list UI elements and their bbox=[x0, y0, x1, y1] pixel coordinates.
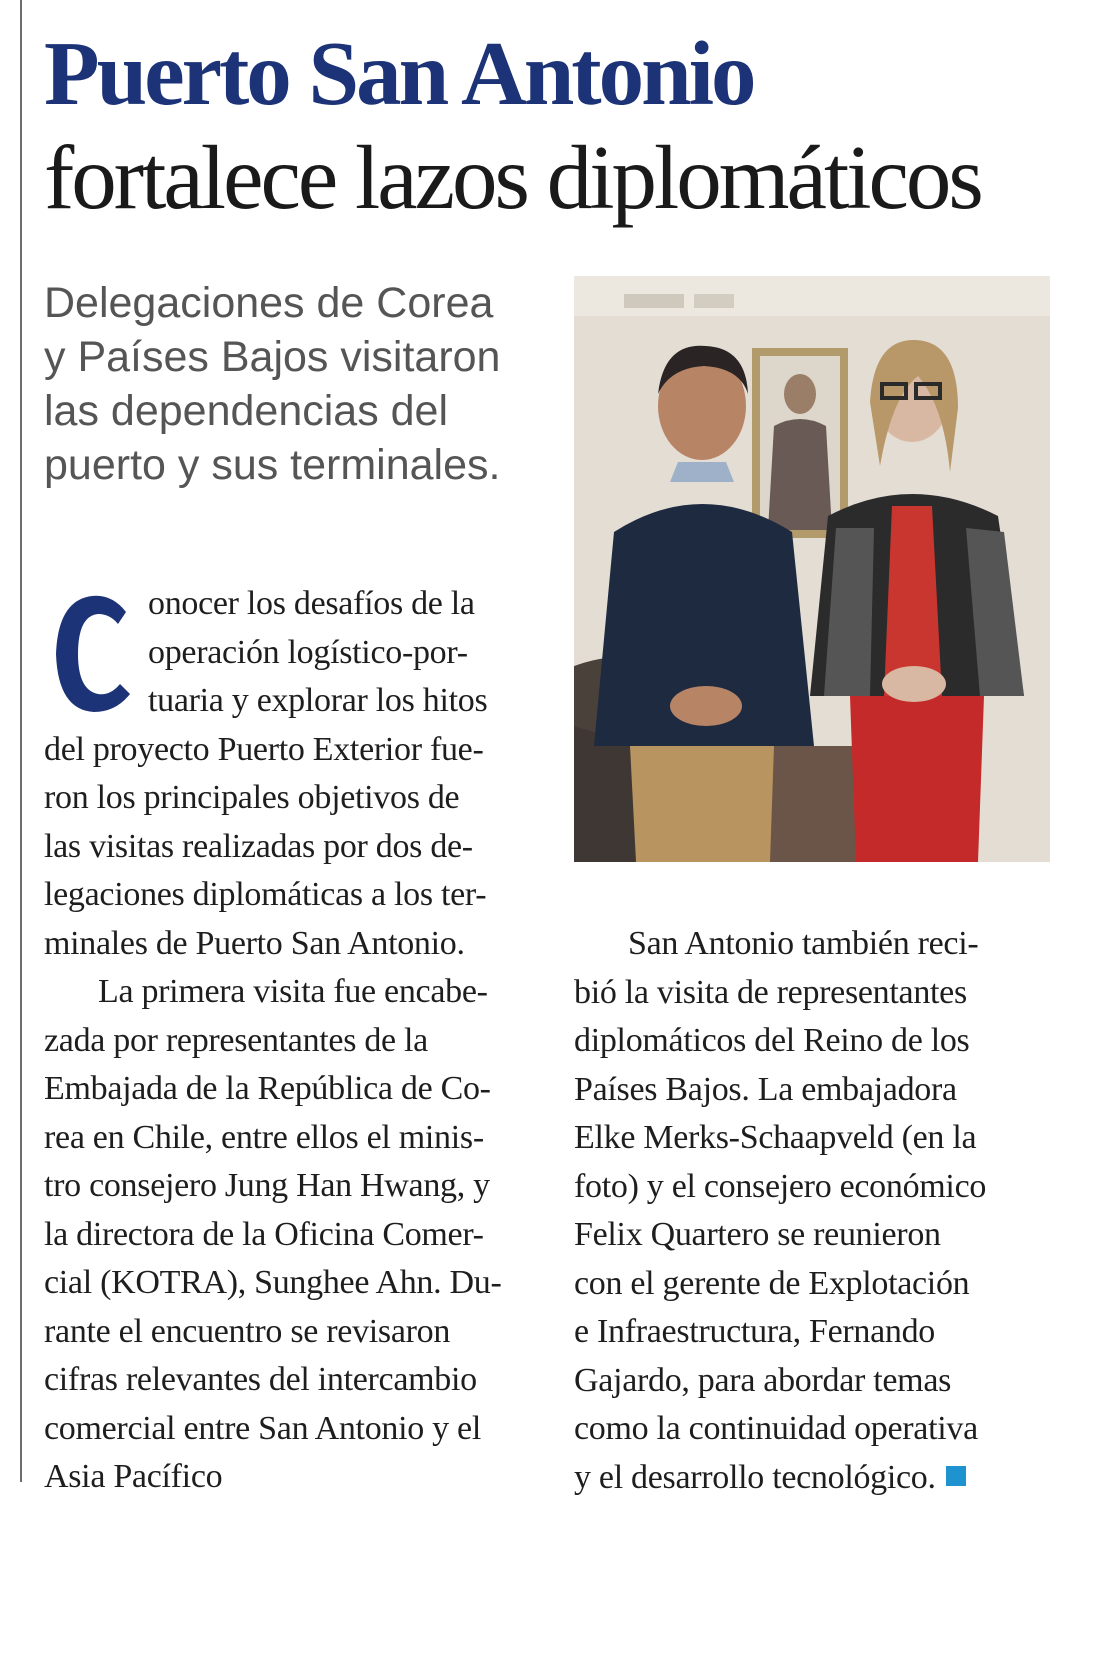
body-line: comercial entre San Antonio y el bbox=[44, 1409, 481, 1447]
dropcap-c-icon bbox=[48, 584, 140, 724]
dropcap bbox=[48, 584, 140, 724]
body-line: diplomáticos del Reino de los bbox=[574, 1022, 970, 1059]
body-line: Elke Merks-Schaapveld (en la bbox=[574, 1119, 977, 1156]
article-body-left-column bbox=[44, 580, 522, 1502]
deck-line: y Países Bajos visitaron bbox=[44, 333, 501, 381]
body-line: Felix Quartero se reunieron bbox=[574, 1216, 941, 1253]
body-line: zada por representantes de la bbox=[44, 1021, 428, 1059]
body-line: Países Bajos. La embajadora bbox=[574, 1070, 957, 1108]
body-line: operación logístico-por- bbox=[148, 633, 468, 671]
body-line: minales de Puerto San Antonio. bbox=[44, 924, 465, 962]
body-line: cifras relevantes del intercambio bbox=[44, 1361, 477, 1398]
body-line: e Infraestructura, Fernando bbox=[574, 1313, 936, 1350]
body-line: onocer los desafíos de la bbox=[148, 585, 475, 622]
body-line: las visitas realizadas por dos de- bbox=[44, 827, 473, 865]
body-line: Asia Pacífico bbox=[44, 1458, 223, 1495]
article-photo bbox=[574, 276, 1050, 862]
body-line: foto) y el consejero económico bbox=[574, 1167, 987, 1205]
body-line: La primera visita fue encabe- bbox=[98, 973, 488, 1010]
column-rule-left bbox=[20, 0, 22, 1482]
article-deck bbox=[44, 276, 564, 492]
body-line: tro consejero Jung Han Hwang, y bbox=[44, 1167, 490, 1204]
photo-two-people-portrait-icon bbox=[574, 276, 1050, 862]
deck-line: Delegaciones de Corea bbox=[44, 279, 494, 327]
article-body-right-column bbox=[574, 920, 1050, 1502]
deck-line: puerto y sus terminales. bbox=[44, 441, 501, 489]
headline-line-1: Puerto San Antonio bbox=[44, 23, 754, 124]
body-line: bió la visita de representantes bbox=[574, 973, 967, 1011]
headline-line-2: fortalece lazos diplomáticos bbox=[44, 127, 981, 228]
body-line-last bbox=[574, 1454, 1050, 1503]
body-line: tuaria y explorar los hitos bbox=[148, 682, 488, 719]
deck-line: las dependencias del bbox=[44, 387, 449, 435]
body-line: rante el encuentro se revisaron bbox=[44, 1312, 451, 1350]
body-line: rea en Chile, entre ellos el minis- bbox=[44, 1118, 484, 1156]
body-line: San Antonio también reci- bbox=[628, 925, 979, 962]
end-of-article-square-icon bbox=[946, 1466, 966, 1486]
body-line: como la continuidad operativa bbox=[574, 1410, 978, 1447]
article-headline bbox=[44, 20, 1084, 228]
body-line: la directora de la Oficina Comer- bbox=[44, 1215, 484, 1253]
body-line: con el gerente de Explotación bbox=[574, 1264, 970, 1302]
body-line-text: y el desarrollo tecnológico. bbox=[574, 1458, 936, 1496]
body-line: Embajada de la República de Co- bbox=[44, 1070, 491, 1107]
body-line: ron los principales objetivos de bbox=[44, 779, 460, 816]
body-line: cial (KOTRA), Sunghee Ahn. Du- bbox=[44, 1264, 502, 1301]
body-line: Gajardo, para abordar temas bbox=[574, 1361, 952, 1399]
body-line: legaciones diplomáticas a los ter- bbox=[44, 876, 487, 913]
body-line: del proyecto Puerto Exterior fue- bbox=[44, 730, 484, 768]
